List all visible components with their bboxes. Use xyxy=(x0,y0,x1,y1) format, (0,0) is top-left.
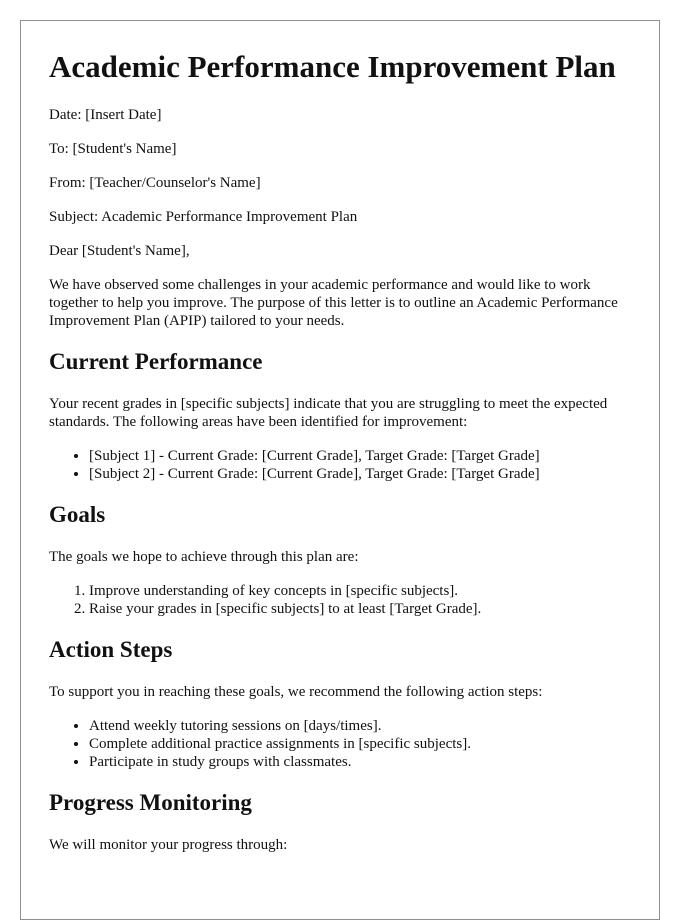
action-steps-text: To support you in reaching these goals, we recommend the following action steps: xyxy=(49,684,543,700)
salutation-line: Dear [Student's Name], xyxy=(49,243,190,259)
date-line: Date: [Insert Date] xyxy=(49,107,162,123)
sender-line: From: [Teacher/Counselor's Name] xyxy=(49,175,261,191)
goals-heading: Goals xyxy=(49,502,106,527)
goal-item: 2. Raise your grades in [specific subjects] to at least [Target Grade]. xyxy=(89,600,631,618)
action-step-item: • Attend weekly tutoring sessions on [days/times]. xyxy=(89,717,631,735)
current-performance-item: • [Subject 2] - Current Grade: [Current Grade], Target Grade: [Target Grade] xyxy=(89,465,631,483)
progress-monitoring-heading: Progress Monitoring xyxy=(49,790,252,815)
subject-line: Subject: Academic Performance Improvement Plan xyxy=(49,209,358,225)
action-step-item: • Participate in study groups with classmates. xyxy=(89,753,631,771)
letter-page xyxy=(20,20,660,920)
action-steps-list xyxy=(49,717,631,771)
recipient-line: To: [Student's Name] xyxy=(49,141,177,157)
goals-list xyxy=(49,582,631,618)
current-performance-heading: Current Performance xyxy=(49,349,263,374)
intro-paragraph: We have observed some challenges in your academic performance and would like to work together to help you improve. The purpose of this letter is to outline an Academic Performance Improvement Plan (APIP) tailored to your needs. xyxy=(49,277,618,329)
goal-item: 1. Improve understanding of key concepts in [specific subjects]. xyxy=(89,582,631,600)
document-title: Academic Performance Improvement Plan xyxy=(49,49,616,84)
current-performance-item: • [Subject 1] - Current Grade: [Current Grade], Target Grade: [Target Grade] xyxy=(89,447,631,465)
action-steps-heading: Action Steps xyxy=(49,637,173,662)
current-performance-text: Your recent grades in [specific subjects] indicate that you are struggling to meet the expected standards. The following areas have been identified for improvement: xyxy=(49,396,608,430)
current-performance-list xyxy=(49,447,631,483)
progress-monitoring-text: We will monitor your progress through: xyxy=(49,837,288,853)
goals-text: The goals we hope to achieve through this plan are: xyxy=(49,549,359,565)
action-step-item: • Complete additional practice assignments in [specific subjects]. xyxy=(89,735,631,753)
